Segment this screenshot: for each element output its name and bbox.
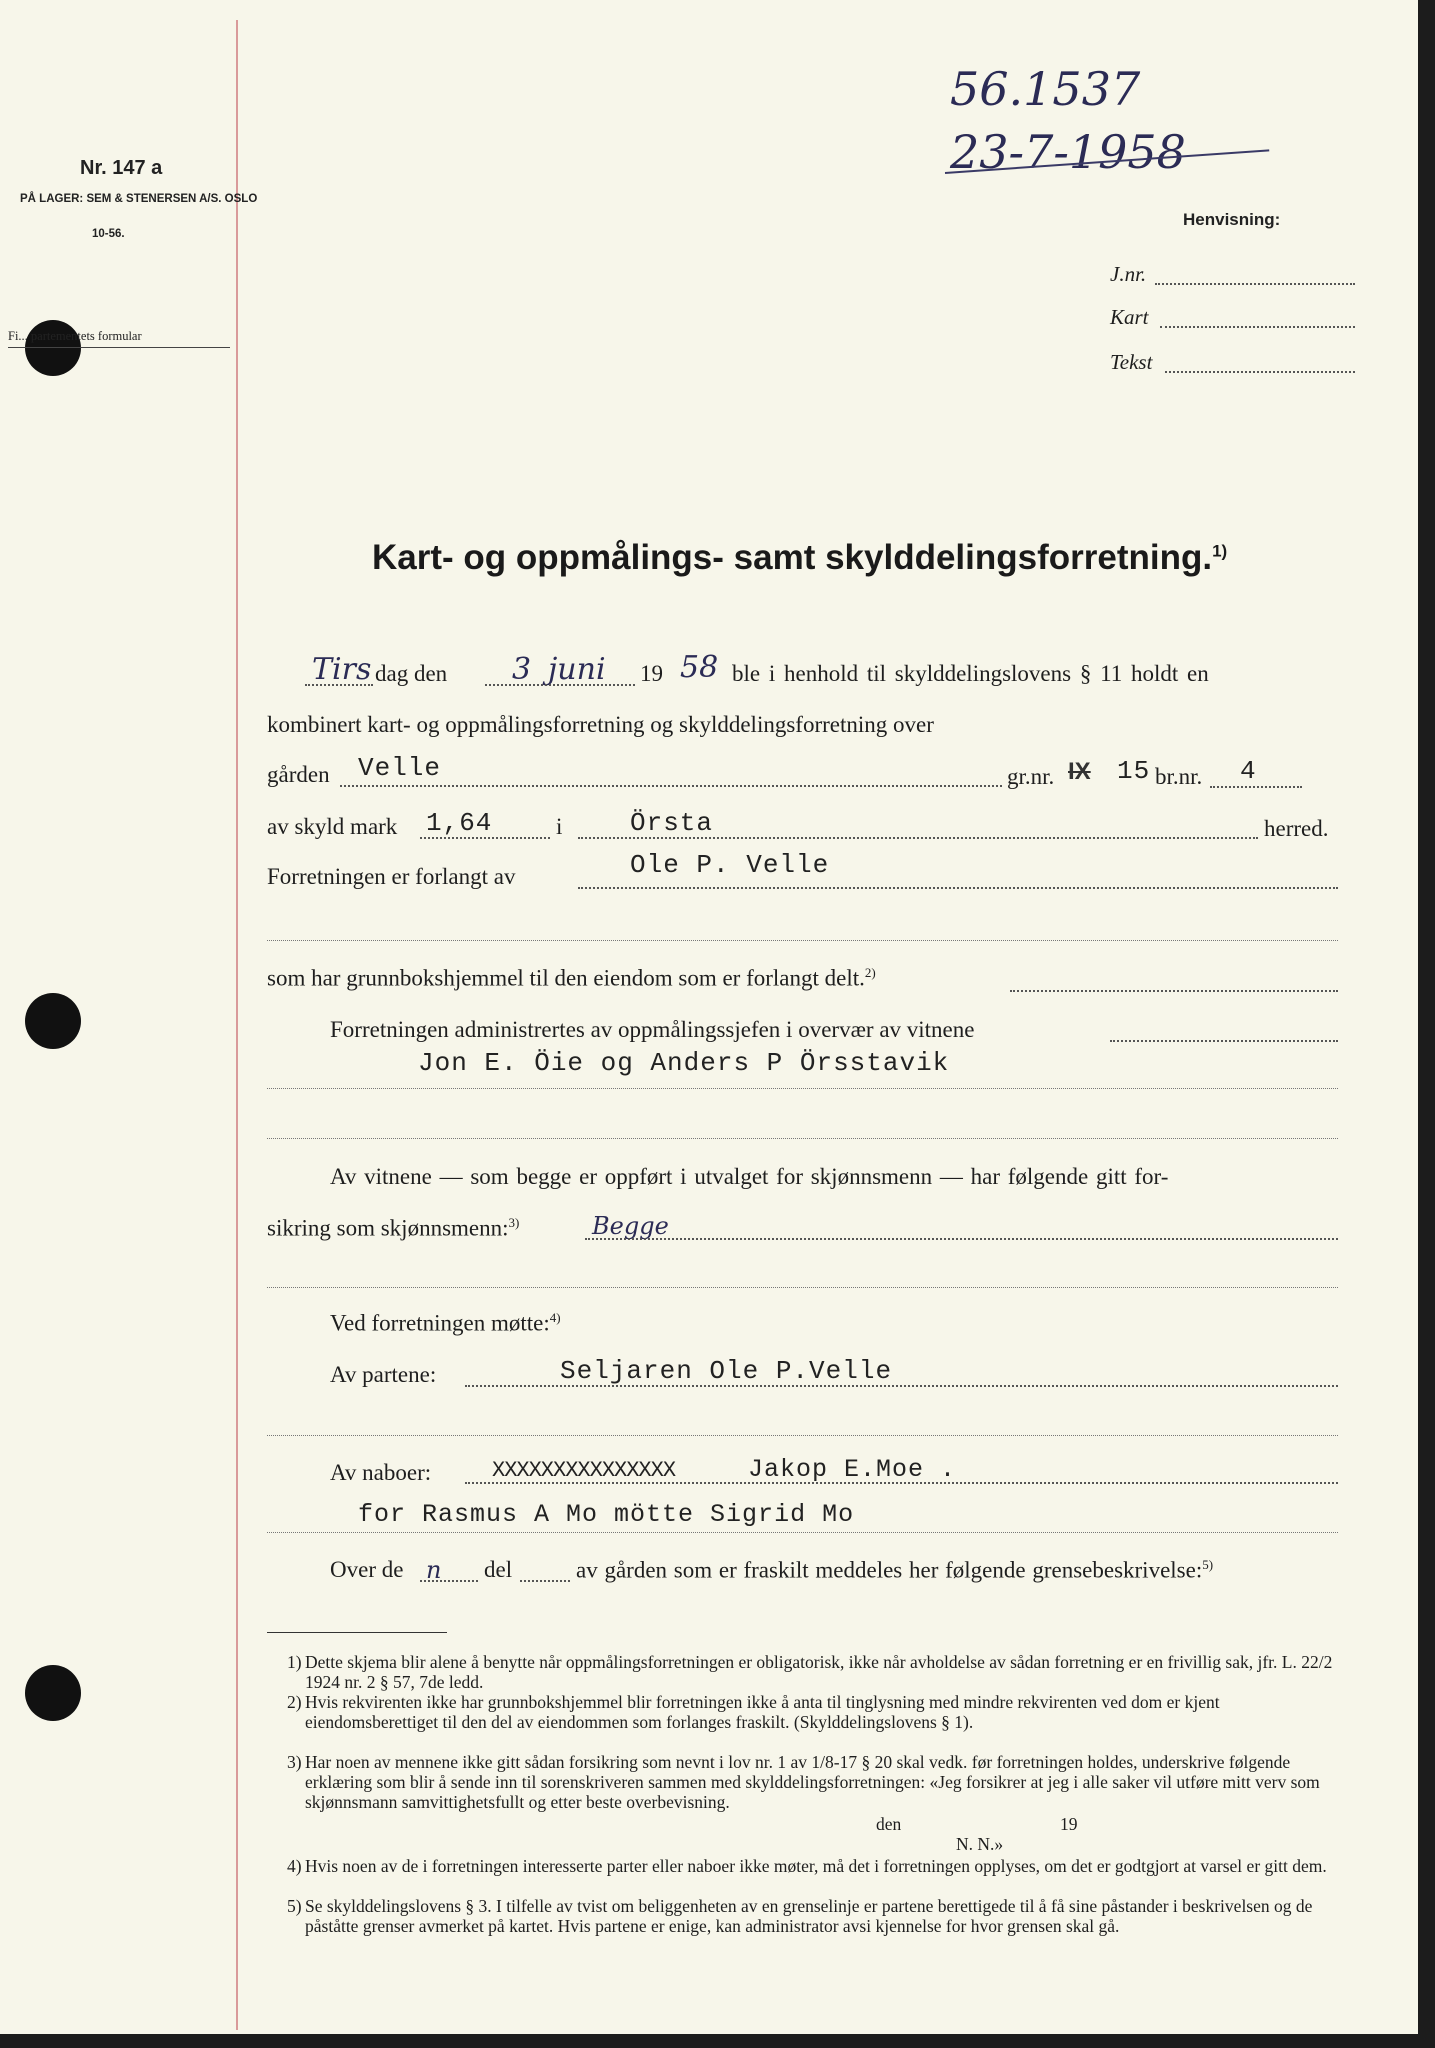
weekday-value: Tirs <box>312 652 372 687</box>
tekst-line <box>1165 371 1355 373</box>
affirmation-rule <box>267 1287 1338 1288</box>
footnote-1-num: 1) <box>287 1652 302 1672</box>
case-number: 56.1537 <box>950 62 1141 116</box>
grnr-struck-text: IX <box>1068 758 1091 785</box>
reference-label: Henvisning: <box>1183 210 1281 229</box>
witnesses-names: Jon E. Öie og Anders P Örsstavik <box>418 1048 950 1078</box>
line2-text: kombinert kart- og oppmålingsforretning og skylddelingsforretning over <box>267 712 934 737</box>
affirmation-value: Begge <box>592 1212 669 1240</box>
brnr-label: br.nr. <box>1155 764 1203 789</box>
grunnbok-text <box>267 965 876 992</box>
affirmation-label: sikring som skjønnsmenn: <box>267 1215 509 1241</box>
grnr-label: gr.nr. <box>1007 764 1055 789</box>
footnote-3 <box>287 1752 1338 1812</box>
footnote-divider <box>267 1632 447 1633</box>
boundary-line-a <box>420 1580 478 1582</box>
witnesses-line <box>1110 1040 1338 1042</box>
footnote-2-num: 2) <box>287 1692 302 1712</box>
line1-rest: ble i henhold til skylddelingslovens § 11 holdt en <box>732 661 1209 686</box>
punch-hole <box>25 993 81 1049</box>
footnote-1-text: Dette skjema blir alene å benytte når oppmålingsforretningen er obligatorisk, ikke når avholdelse av sådan forretning er en frivillig sak, jfr. L. 22/2 1924 nr. 2 § 57, 7de ledd. <box>305 1652 1333 1692</box>
kart-line <box>1160 326 1355 328</box>
witnesses-rule-2 <box>267 1138 1338 1139</box>
boundary-text-content: av gården som er fraskilt meddeles her følgende grensebeskrivelse: <box>576 1557 1203 1583</box>
footnote-3-year: 19 <box>1060 1814 1078 1834</box>
attended-footnote-ref: 4) <box>549 1310 561 1325</box>
affirmation-footnote-ref: 3) <box>508 1215 520 1230</box>
neighbours-label: Av naboer: <box>330 1460 432 1485</box>
boundary-text-b: del <box>484 1557 513 1582</box>
neighbours-value1: Jakop E.Moe . <box>748 1455 957 1484</box>
boundary-text-a: Over de <box>330 1557 404 1582</box>
edition: 10-56. <box>92 228 125 240</box>
herred-label: herred. <box>1264 816 1329 841</box>
parties-label: Av partene: <box>330 1362 437 1387</box>
parties-line <box>465 1385 1338 1387</box>
witnesses-rule <box>267 1088 1338 1089</box>
grunnbok-footnote-ref: 2) <box>864 965 876 980</box>
footnote-3-nn: N. N.» <box>956 1834 1004 1854</box>
grunnbok-text-content: som har grunnbokshjemmel til den eiendom som er forlangt delt. <box>267 965 865 991</box>
jnr-line <box>1155 283 1355 285</box>
footnote-3-den: den <box>876 1814 902 1834</box>
tekst-label: Tekst <box>1110 350 1153 374</box>
department-form-label: Fi... partementets formular <box>8 329 142 343</box>
footnote-4-num: 4) <box>287 1856 302 1876</box>
grnr-value: 15 <box>1117 756 1151 786</box>
requested-value: Ole P. Velle <box>630 850 830 880</box>
blank-line <box>267 940 1338 941</box>
requested-line <box>578 887 1338 889</box>
day-value: 3 <box>512 652 532 687</box>
year-value: 58 <box>680 650 719 685</box>
brnr-value: 4 <box>1240 756 1257 786</box>
registration-date: 23-7-1958 <box>950 125 1186 179</box>
footnote-4 <box>287 1856 1338 1876</box>
footnote-3-text: Har noen av mennene ikke gitt sådan forsikring som nevnt i lov nr. 1 av 1/8-17 § 20 skal vedk. før forretningen holdes, underskrive følgende erklæring som blir å sende inn til sorenskriveren sammen med skylddelingsforretningen: «Jeg forsikrer at jeg i alle saker vil utføre mitt verv som skjønnsmann samvittighetsfullt og etter beste overbevisning. <box>305 1752 1320 1812</box>
parties-rule <box>267 1435 1338 1436</box>
punch-hole <box>25 1665 81 1721</box>
margin-rule <box>236 20 238 2030</box>
footnote-3-num: 3) <box>287 1752 302 1772</box>
boundary-footnote-ref: 5) <box>1202 1557 1214 1572</box>
title-text: Kart- og oppmålings- samt skylddelingsforretning. <box>372 538 1213 577</box>
supplier-line: PÅ LAGER: SEM & STENERSEN A/S. OSLO <box>20 193 258 205</box>
boundary-text-c <box>576 1557 1213 1584</box>
brnr-line <box>1210 786 1302 788</box>
skyld-value: 1,64 <box>426 808 493 838</box>
neighbours-value2: for Rasmus A Mo mötte Sigrid Mo <box>358 1500 855 1529</box>
affirmation-line2 <box>267 1215 519 1242</box>
footnote-2-text: Hvis rekvirenten ikke har grunnbokshjemmel blir forretningen ikke å anta til tinglysning med mindre rekvirenten ved dom er kjent eiendomsberettiget til den del av eiendommen som forlanges fraskilt. (Skylddelingslovens § 1). <box>305 1692 1220 1732</box>
boundary-handwritten: n <box>426 1556 442 1584</box>
footnote-4-text: Hvis noen av de i forretningen interesserte parter eller naboer ikke møter, må det i forretningen opplyses, om det er godtgjort at varsel er gitt dem. <box>305 1856 1327 1876</box>
year-prefix: 19 <box>640 661 663 686</box>
month-value: juni <box>548 652 606 687</box>
skyld-label: av skyld mark <box>267 814 398 839</box>
attended-text: Ved forretningen møtte: <box>330 1310 550 1336</box>
attended-label <box>330 1310 561 1337</box>
requested-label: Forretningen er forlangt av <box>267 864 516 889</box>
parties-value: Seljaren Ole P.Velle <box>560 1356 893 1386</box>
footnote-5-num: 5) <box>287 1896 302 1916</box>
weekday-line <box>305 684 373 686</box>
jnr-label: J.nr. <box>1110 262 1147 286</box>
witnesses-label: Forretningen administrertes av oppmålingssjefen i overvær av vitnene <box>330 1017 975 1042</box>
neighbours-rule <box>267 1532 1338 1533</box>
farm-label: gården <box>267 762 330 787</box>
skyld-i: i <box>556 814 563 839</box>
grunnbok-line <box>1010 990 1338 992</box>
footnote-2 <box>287 1692 1338 1732</box>
document-title <box>372 538 1227 578</box>
footnote-5 <box>287 1896 1338 1936</box>
farm-name: Velle <box>358 753 442 783</box>
herred-line <box>578 837 1258 839</box>
grnr-struck <box>1068 758 1091 786</box>
herred-name: Örsta <box>630 808 714 838</box>
kart-label: Kart <box>1110 305 1149 329</box>
footnote-5-text: Se skylddelingslovens § 3. I tilfelle av tvist om beliggenheten av en grenselinje er partene berettigede til å få sine påstander i beskrivelsen og de påståtte grenser avmerket på kartet. Hvis partene er enige, kan administrator avsi kjennelse for hvor grensen skal gå. <box>305 1896 1313 1936</box>
neighbours-line <box>465 1482 1338 1484</box>
skyld-line <box>420 837 550 839</box>
affirmation-line <box>585 1238 1338 1240</box>
date-line <box>485 684 635 686</box>
affirmation-line1: Av vitnene — som begge er oppført i utvalget for skjønnsmenn — har følgende gitt for- <box>330 1164 1169 1189</box>
title-footnote-ref: 1) <box>1212 541 1228 561</box>
dag-den-label: dag den <box>375 661 448 686</box>
header-divider <box>8 347 230 348</box>
neighbours-struck: XXXXXXXXXXXXXXX <box>492 1458 676 1483</box>
footnote-1 <box>287 1652 1338 1692</box>
form-number: Nr. 147 a <box>80 157 163 179</box>
farm-line <box>340 785 1002 787</box>
boundary-line-b <box>520 1580 570 1582</box>
